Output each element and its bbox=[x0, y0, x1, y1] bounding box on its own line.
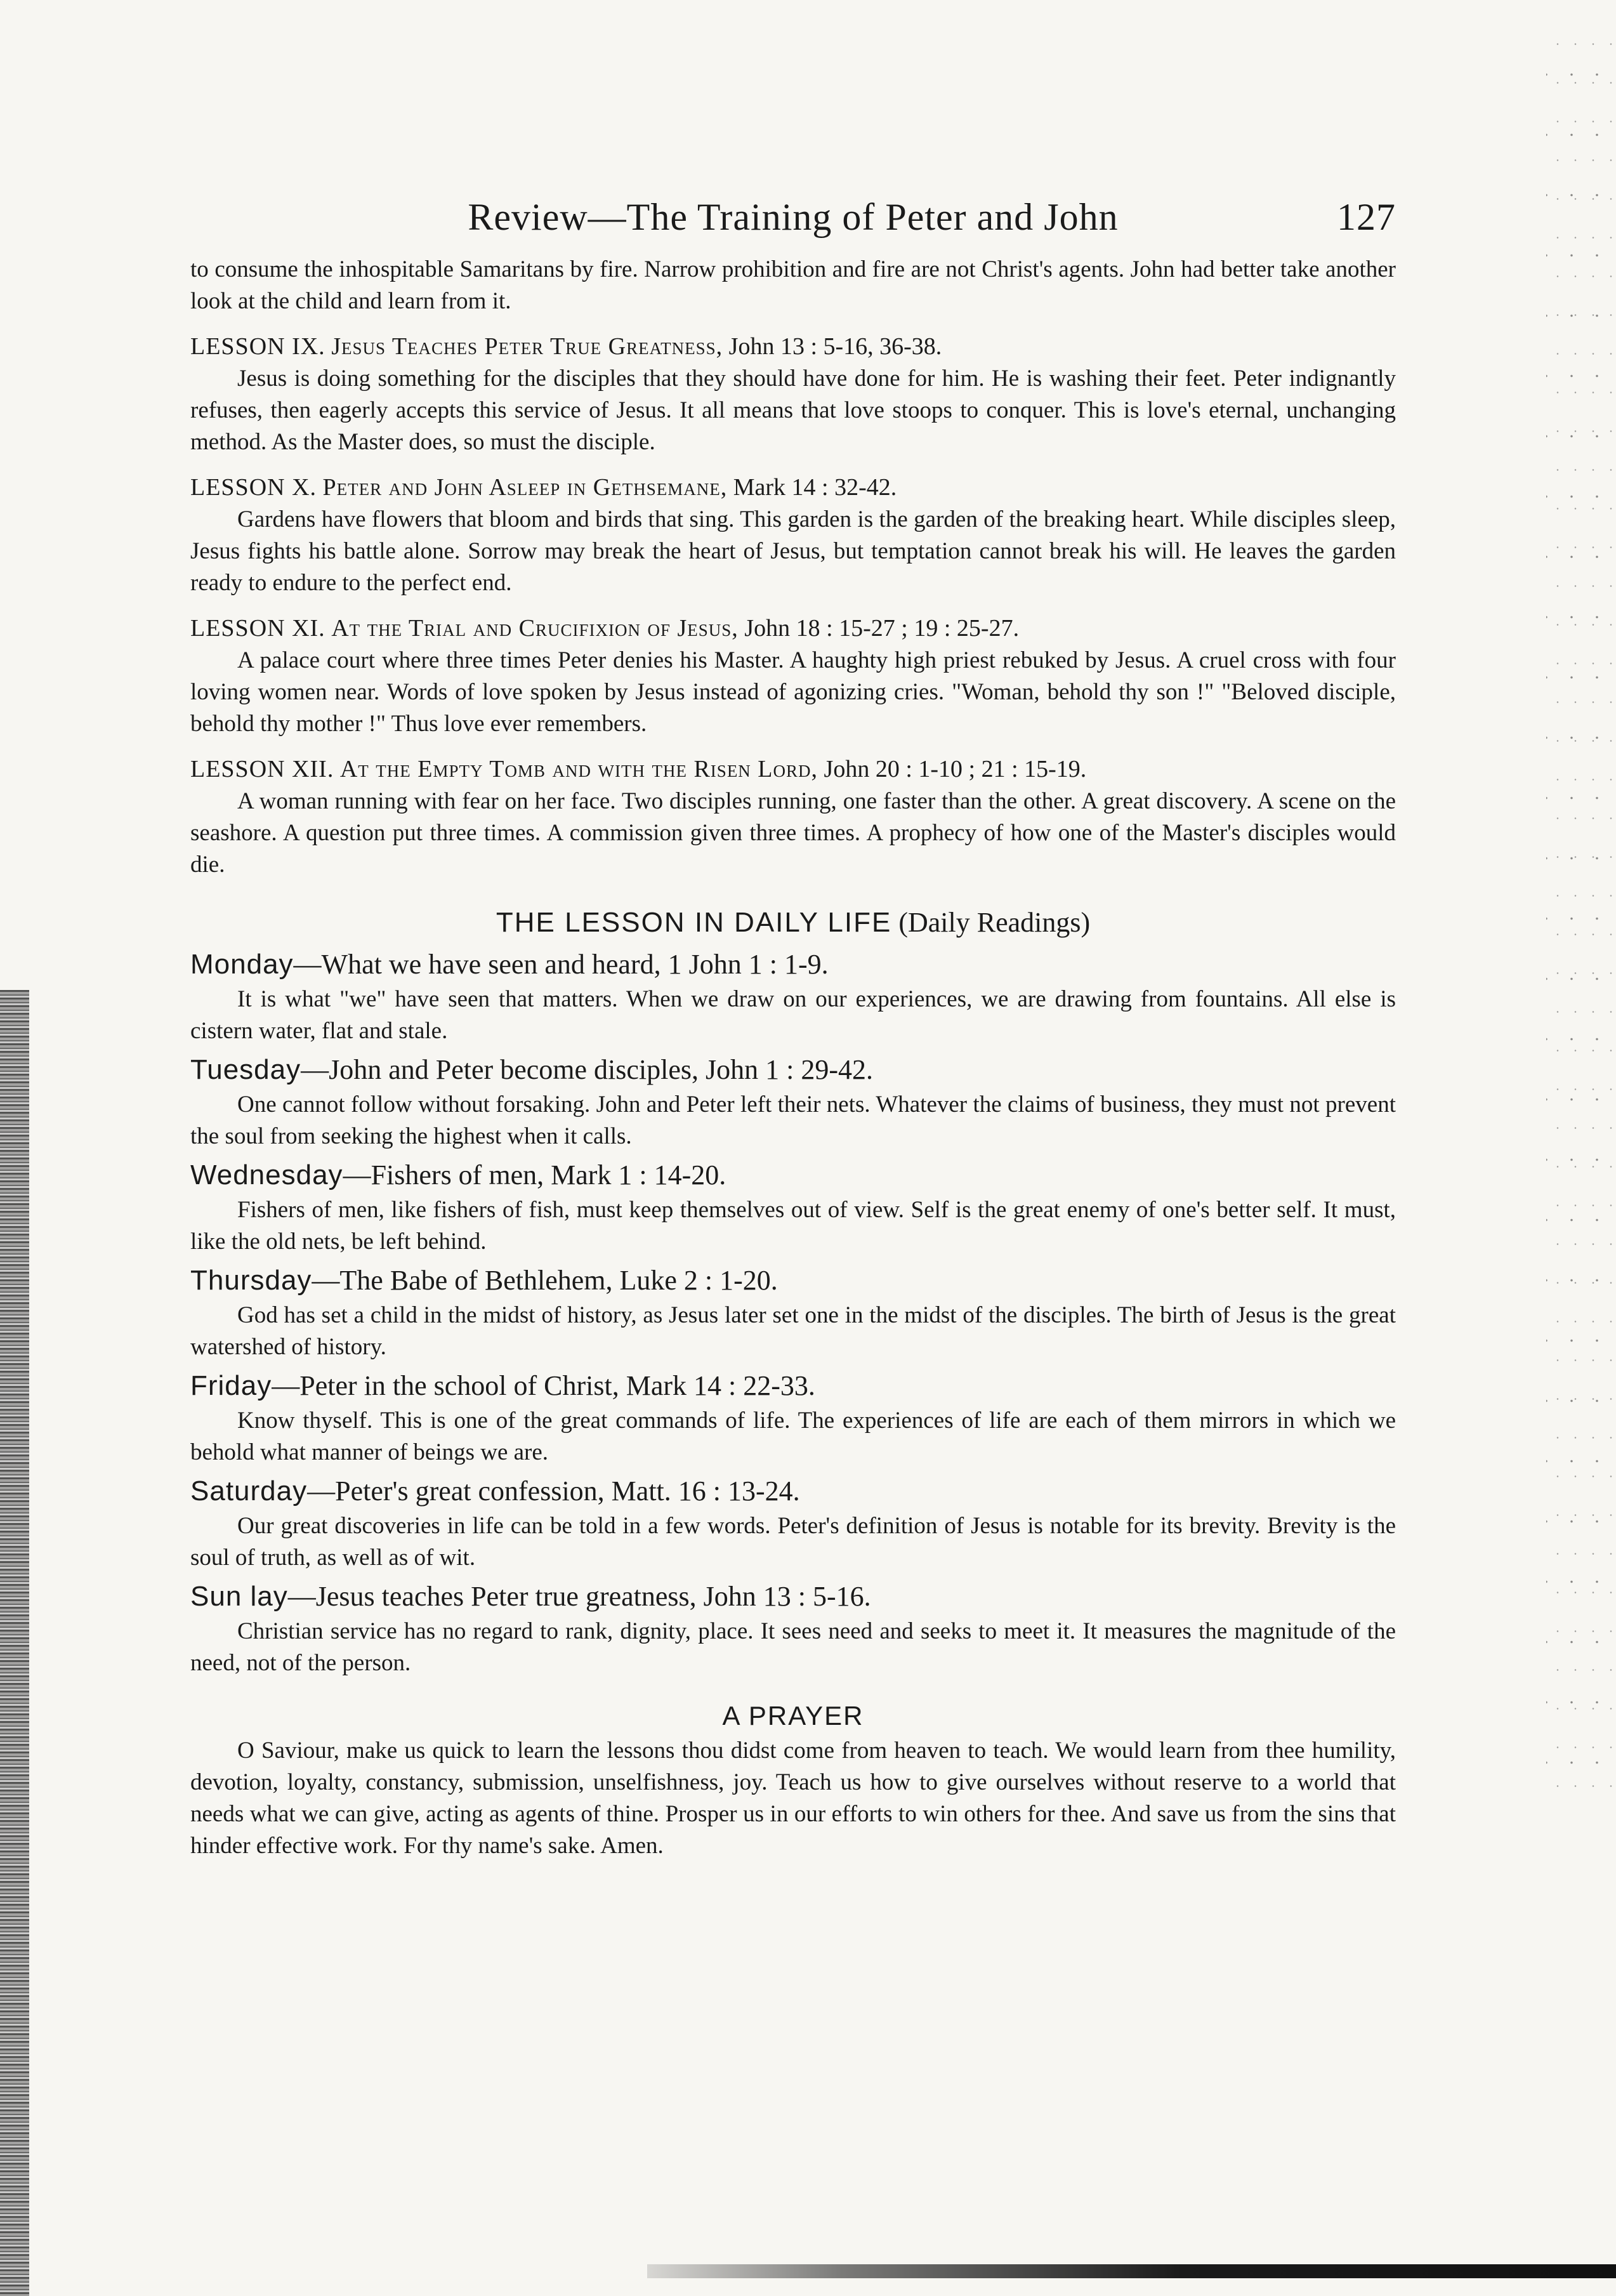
lesson-body: A palace court where three times Peter denies his Master. A haughty high priest rebuked by Jesus. A cruel cross with four loving women near. Words of love spoken by Jesus instead of agonizing cries. "Woman, behold thy son !" "Beloved disciple, behold thy mother !" Thus love ever remembers. bbox=[190, 647, 1396, 737]
day-heading bbox=[190, 1472, 1396, 1510]
day-body: Fishers of men, like fishers of fish, must keep themselves out of view. Self is the great enemy of one's better self. It must, like the old nets, be left behind. bbox=[190, 1197, 1396, 1255]
day-reference: —Peter's great confession, Matt. 16 : 13-24. bbox=[307, 1475, 800, 1507]
reading-monday bbox=[190, 946, 1396, 1047]
day-name: Wednesday bbox=[190, 1159, 343, 1191]
reading-wednesday bbox=[190, 1156, 1396, 1258]
prayer-title: A PRAYER bbox=[722, 1701, 864, 1731]
lesson-title: Peter and John Asleep in Gethsemane, bbox=[322, 474, 728, 501]
lesson-title: At the Trial and Crucifixion of Jesus, bbox=[331, 615, 739, 642]
lesson-heading bbox=[190, 612, 1396, 645]
lesson-heading bbox=[190, 471, 1396, 504]
day-reference: —What we have seen and heard, 1 John 1 : 1-9. bbox=[293, 949, 829, 980]
continued-paragraph: to consume the inhospitable Samaritans by fire. Narrow prohibition and fire are not Christ's agents. John had better take another look at the child and learn from it. bbox=[190, 256, 1396, 314]
day-heading bbox=[190, 1262, 1396, 1300]
lesson-reference: John 18 : 15-27 ; 19 : 25-27. bbox=[744, 615, 1020, 642]
lesson-heading bbox=[190, 330, 1396, 363]
lesson-x bbox=[190, 471, 1396, 599]
day-body: God has set a child in the midst of history, as Jesus later set one in the midst of the disciples. The birth of Jesus is the great watershed of history. bbox=[190, 1302, 1396, 1360]
day-reference: —The Babe of Bethlehem, Luke 2 : 1-20. bbox=[312, 1265, 778, 1296]
lesson-number: LESSON XII. bbox=[190, 756, 334, 782]
lesson-reference: John 20 : 1-10 ; 21 : 15-19. bbox=[824, 756, 1087, 782]
lesson-number: LESSON XI. bbox=[190, 615, 325, 642]
day-reference: —Peter in the school of Christ, Mark 14 : 22-33. bbox=[272, 1370, 815, 1401]
day-name: Saturday bbox=[190, 1475, 308, 1507]
lesson-reference: Mark 14 : 32-42. bbox=[733, 474, 897, 501]
daily-life-title: THE LESSON IN DAILY LIFE bbox=[496, 907, 892, 938]
lesson-title: Jesus Teaches Peter True Greatness, bbox=[331, 333, 723, 360]
daily-life-heading bbox=[190, 904, 1396, 942]
reading-friday bbox=[190, 1367, 1396, 1468]
day-body: One cannot follow without forsaking. John and Peter left their nets. Whatever the claims of business, they must not prevent the soul from seeking the highest when it calls. bbox=[190, 1092, 1396, 1149]
scan-speckle-artifact bbox=[1546, 38, 1616, 1815]
reading-saturday bbox=[190, 1472, 1396, 1574]
running-head bbox=[190, 184, 1396, 254]
lesson-reference: John 13 : 5-16, 36-38. bbox=[728, 333, 942, 360]
day-body: Our great discoveries in life can be told in a few words. Peter's definition of Jesus is notable for its brevity. Brevity is the soul of truth, as well as of wit. bbox=[190, 1513, 1396, 1571]
day-reference: —Jesus teaches Peter true greatness, John 13 : 5-16. bbox=[287, 1581, 871, 1612]
day-reference: —John and Peter become disciples, John 1 : 29-42. bbox=[301, 1054, 873, 1085]
day-heading bbox=[190, 1578, 1396, 1616]
lesson-number: LESSON X. bbox=[190, 474, 317, 501]
lesson-xii bbox=[190, 753, 1396, 881]
reading-tuesday bbox=[190, 1051, 1396, 1152]
day-heading bbox=[190, 1051, 1396, 1089]
reading-thursday bbox=[190, 1262, 1396, 1363]
reading-sunday bbox=[190, 1578, 1396, 1679]
day-body: It is what "we" have seen that matters. When we draw on our experiences, we are drawing from fountains. All else is cistern water, flat and stale. bbox=[190, 986, 1396, 1044]
lesson-heading bbox=[190, 753, 1396, 786]
day-heading bbox=[190, 1156, 1396, 1194]
lesson-ix bbox=[190, 330, 1396, 458]
day-reference: —Fishers of men, Mark 1 : 14-20. bbox=[343, 1159, 726, 1191]
lesson-body: Gardens have flowers that bloom and birds that sing. This garden is the garden of the breaking heart. While disciples sleep, Jesus fights his battle alone. Sorrow may break the heart of Jesus, but temptation cannot break his will. He leaves the garden ready to endure to the perfect end. bbox=[190, 506, 1396, 596]
lesson-number: LESSON IX. bbox=[190, 333, 325, 360]
lesson-body: Jesus is doing something for the disciples that they should have done for him. He is washing their feet. Peter indignantly refuses, then eagerly accepts this service of Jesus. It all means that love stoops to conquer. This is love's eternal, unchanging method. As the Master does, so must the disciple. bbox=[190, 366, 1396, 455]
lesson-body: A woman running with fear on her face. Two disciples running, one faster than the other. A great discovery. A scene on the seashore. A question put three times. A commission given three times. A prophecy of how one of the Master's disciples would die. bbox=[190, 788, 1396, 878]
running-title: Review—The Training of Peter and John bbox=[468, 196, 1119, 238]
bottom-edge-scan-artifact bbox=[647, 2264, 1616, 2278]
day-heading bbox=[190, 1367, 1396, 1405]
day-name: Friday bbox=[190, 1370, 272, 1401]
day-name: Thursday bbox=[190, 1265, 312, 1296]
day-name: Tuesday bbox=[190, 1054, 301, 1085]
prayer-body: O Saviour, make us quick to learn the lessons thou didst come from heaven to teach. We would learn from thee humility, devotion, loyalty, constancy, submission, unselfishness, joy. Teach us how to give ourselves without reserve to a world that needs what we can give, acting as agents of thine. Prosper us in our efforts to win others for thee. And save us from the sins that hinder effective work. For thy name's sake. Amen. bbox=[190, 1738, 1396, 1859]
day-body: Know thyself. This is one of the great commands of life. The experiences of life are each of them mirrors in which we behold what manner of beings we are. bbox=[190, 1408, 1396, 1465]
page-number: 127 bbox=[1337, 196, 1396, 238]
lesson-title: At the Empty Tomb and with the Risen Lord, bbox=[339, 756, 818, 782]
day-name: Sun lay bbox=[190, 1581, 288, 1612]
book-page bbox=[190, 184, 1396, 1862]
lesson-xi bbox=[190, 612, 1396, 740]
day-heading bbox=[190, 946, 1396, 984]
day-body: Christian service has no regard to rank, dignity, place. It sees need and seeks to meet it. It measures the magnitude of the need, not of the person. bbox=[190, 1618, 1396, 1676]
day-name: Monday bbox=[190, 949, 294, 980]
daily-life-subtitle: (Daily Readings) bbox=[898, 907, 1091, 938]
binding-edge-scan-artifact bbox=[0, 990, 29, 2296]
